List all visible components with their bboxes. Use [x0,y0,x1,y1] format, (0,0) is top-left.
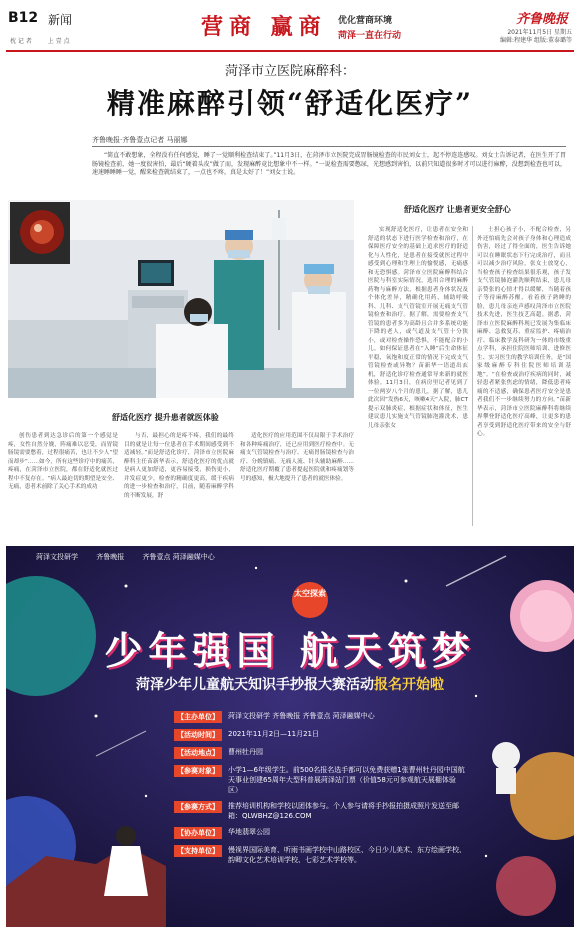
editor-credit-right: 编辑:程建华 组版:董泰璐等 [500,37,572,44]
ad-info-table [174,711,466,871]
column-title: 营商 赢商 [201,14,327,40]
section-title-safe: 舒适化医疗 让患者更安全舒心 [404,205,511,214]
ad-sponsor-logos [36,552,231,562]
ad-row-value: 小学1—6年级学生。前500名报名选手都可以免费获赠1张曹州牡丹园中国航天事业创建65周年大型科普展菏泽站门票（价值58元可参观航天展棚体验区） [228,766,465,794]
ad-row-method [174,801,466,821]
article-lede: “简直不敢想象，全程没有任何感觉，睡了一觉顺利检查结束了。”11月3日，在菏泽市立医院完成胃肠镜检查的市民刘女士，起不停连连感叹。刘女士告诉记者，在医生开了胃肠镜检查前，她一度很害怕，最后“硬着头皮”做了而，发现麻醉竟比想象中不一样。“一说检查需要憋尿，光想感到害怕，以前只知道很多时才可以进行麻醉，没想到检查也可以，速速睡睡睡一觉，醒来检查就结束了，一点也不疼，真是太好了！”刘女士说。 [92,152,566,177]
article-column-a-text: 创伤患者到达急诊后的第一个感觉是疼，女性自然分娩，阵痛难以忍受，而胃镜肠镜需要憋着，过程很痛苦，也让不少人“望而却步”……如今，所有这些诊疗中的痛苦，疼痛，在菏泽市立医院，都在舒适化就医过程中不复存在。“病人最迫切的期望是安全、无痛，患者术前除了关心手术的成功 [8,433,118,490]
space-contest-ad [6,546,574,927]
ad-row-time [174,729,466,741]
ad-logo-1: 菏泽文投研学 [36,553,78,561]
article-column-c-text: 适化医疗的应用范围不仅局限于手术治疗和各种疼痛治疗，还已应用到医疗检查中。无痛支气管镜检查与治疗、无痛胃肠镜检查与治疗、分娩镇痛、无痛人流、针头辅助麻醉……舒适化医疗期覆了患者提起医院就和疼痛划等号的感知，极大地提升了患者的就医体验。 [240,433,354,482]
dateline [500,29,572,45]
ad-subtitle [6,674,574,694]
ad-logo-3: 齐鲁壹点 菏泽融媒中心 [142,553,215,561]
ad-logo-2: 齐鲁晚报 [96,553,125,561]
masthead [6,4,574,52]
page-number: B12 [8,10,39,26]
article-column-b [124,432,234,530]
ad-row-value: 2021年11月2日—11月21日 [228,730,319,738]
ad-row-label: 【参赛对象】 [174,765,222,777]
ad-row-organizer [174,711,466,723]
article-column-e-text: 士担心孩子小，不配合检查，另外还怕痛先会对孩子身体和心理造成伤害，经过了得全面的，医生告诉她可以在睡眠状态下行完成治疗，而且可以减少治疗风险，张女士放宽心，当检查孩子检查结果很乐观，孩子发支气管镜肺泡灌洗顺利结束，患儿母亲赞张的心情才得以缓解，当随着孩子等待麻醉苏醒，看着孩子熟睡的脸，患儿母亲连声感叹菏泽市立医院技术先进，医生技艺高超。据悉，菏泽市立医院麻醉科现已发展为集临床麻醉、急救复苏、重症监护、疼痛治疗、临床教学及科研为一体的市级重点学科，承担住院医师培训、进修医生、实习医生的教学培训任务，是“国家级麻醉专科住院医师培训基地”。“在检查或治疗疾病的同时，减轻患者紧张焦虑的情绪，降低患者疼痛的不适感，确保患者医疗安全是患者我们不一步继续努力的方向。”苗新华表示，菏泽市立医院麻醉科将继续界攀登舒适化医疗高峰，让更多的患者享受到舒适化医疗带来的安全与舒心。 [477,227,571,437]
article-headline: 精准麻醉引领“舒适化医疗” [106,87,474,120]
article-byline: 齐鲁晚报·齐鲁壹点记者 马丽娜 [92,136,188,144]
masthead-rule [6,50,574,52]
article-column-e [477,226,571,528]
endoscopy-room-photo [8,200,354,398]
ad-space-badge: 太空探索 [292,582,328,618]
editor-credit-left [10,36,84,45]
column-divider [472,226,473,526]
ad-row-label: 【主办单位】 [174,711,222,723]
article-subheadline: 菏泽市立医院麻醉科： [224,64,355,79]
article-column-c [240,432,354,530]
ad-row-value: 曹州牡丹园 [228,748,263,756]
editor-credit-left-2: 上 壹 点 [47,38,70,45]
editor-credit-left-1: 枕 记 者 [10,38,32,45]
ad-row-co-organizer [174,827,466,839]
column-slogan-2: 菏泽一直在行动 [338,31,402,41]
article-photo [8,200,354,398]
ad-row-value: 菏泽文投研学 齐鲁晚报 齐鲁壹点 菏泽融媒中心 [228,712,375,720]
ad-row-label: 【协办单位】 [174,827,222,839]
ad-subtitle-highlight: 报名开始啦 [374,677,444,693]
article-column-a [8,432,118,530]
article-column-d-text: 实现舒适化医疗，让患者在安全和舒适的状态下进行医学检查和治疗，在保障医疗安全的基础上追求医疗的舒适化与人性化，是患者在接受就医过程中感受到心理和生理上的愉悦感，无痛感和无恐惧感。菏泽市立医院麻醉科结合医院与科室实际情况，选用合理的麻醉药物与麻醉方法，根据患者身体状况及个体化差异，精确化用药，辅助呼吸科、儿科、支气管镜室开展无痛支气管镜检查和治疗。据了解，需要检查支气管镜的患者多为高龄且合并多系统功能下降的老人，或气道及支气管十分狭小，或对检查操作恐惧，不能配合的小儿。如何保证患者在“入睡”后生命体征平稳，氧饱和度正常的情况下完成支气管镜检查或异物？苗新华一语道出玄机，舒适化诊疗检查通常导来新的就医体验。11月3日，在病房里记者见到了一位两岁八个月的患儿，据了解，患儿此次因”发热6天，咳嗽4天“入院，肺CT提示双肺炎症，根据症状和体征，医生建议患儿实施支气管镜肺泡灌洗术，患儿母亲张女 [368,227,468,429]
ad-row-supporters [174,845,466,865]
section-title-experience: 舒适化医疗 提升患者就医体验 [112,413,219,422]
ad-row-label: 【活动时间】 [174,729,222,741]
issue-date: 2021年11月5日 星期五 [507,29,572,36]
ad-row-participants [174,765,466,795]
ad-row-label: 【参赛方式】 [174,801,222,813]
ad-row-value: 慢视界国际美育、听雨书画学校中山路校区、今日少儿美术、东方绘画学校、韵卿文化艺术培训学校、七彩艺术学校等。 [228,846,466,864]
ad-row-value: 华地翡翠公园 [228,828,270,836]
ad-row-location [174,747,466,759]
article-column-b-text: 与否，最担心的是疼不疼，我们的最终目的就是让每一位患者在手术期间感受到不适减轻。”而是舒适化诊疗，菏泽市立医院麻醉科主任苗新华表示，舒适化医疗的优点就是病人更加舒适，更容易接受，损伤更小，并发症更少，检查的精确度更高，缓于疾病的进一步检查和治疗，目前，随着麻醉学科的不断发展，舒 [124,433,234,499]
ad-title: 少年强国 航天筑梦 [104,628,476,673]
newspaper-logo: 齐鲁晚报 [515,12,568,27]
section-name: 新闻 [48,13,73,27]
ad-row-value: 推荐培训机构和学校以团体参与。个人参与请将手抄报拍摄成照片发送至邮箱：QLWBHZ@126.COM [228,802,459,820]
byline-rule [92,146,566,147]
ad-subtitle-main: 菏泽少年儿童航天知识手抄报大赛活动 [136,677,374,693]
column-slogan-1: 优化营商环境 [338,16,393,26]
ad-row-label: 【活动地点】 [174,747,222,759]
ad-row-label: 【支持单位】 [174,845,222,857]
article-column-d [368,226,468,528]
